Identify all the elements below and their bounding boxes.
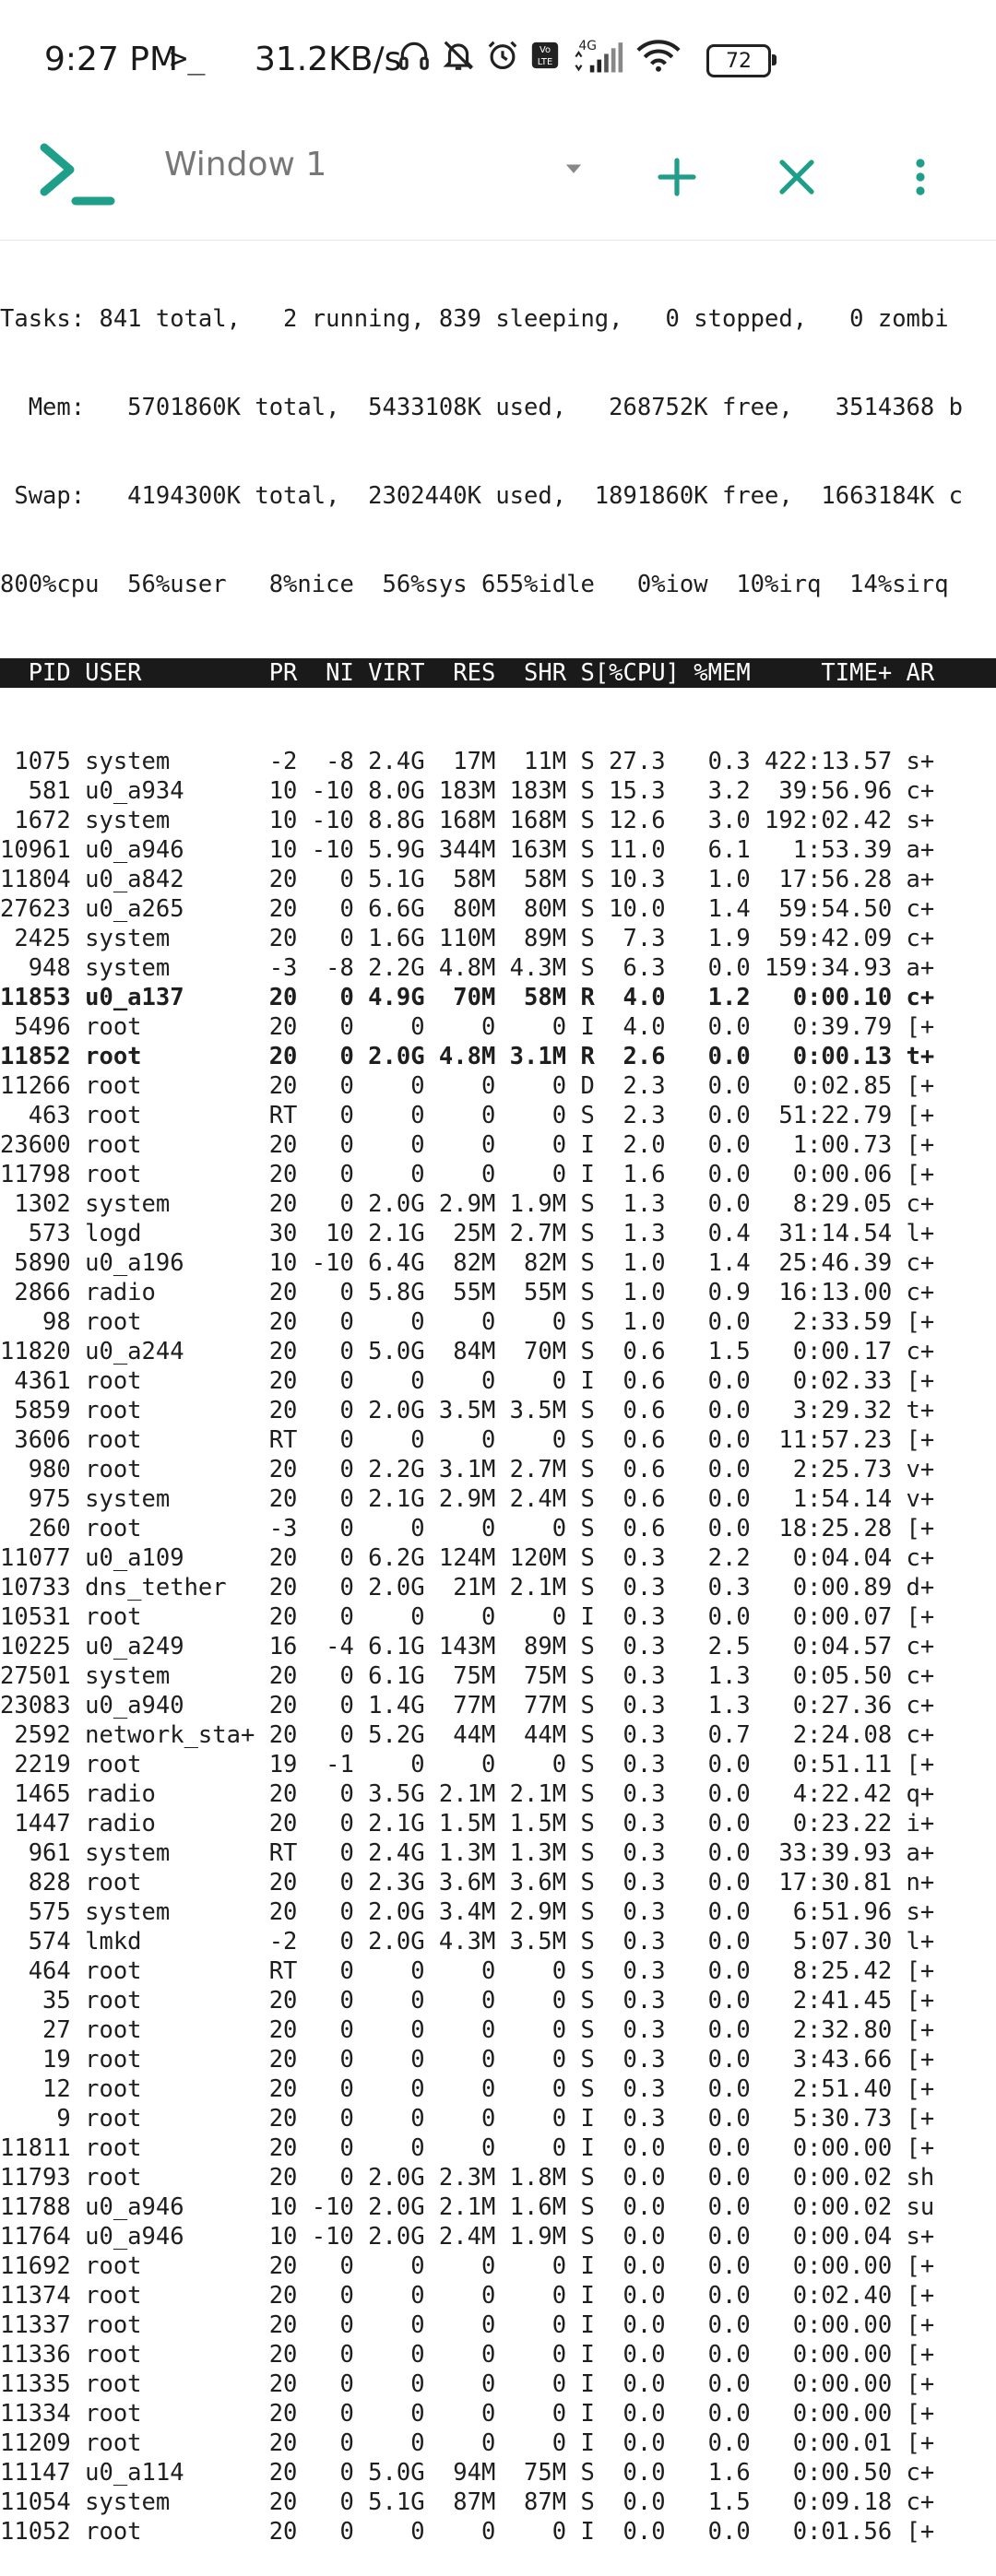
process-row: 11374 root 20 0 0 0 0 I 0.0 0.0 0:02.40 [+ [0,2282,935,2310]
process-row: 975 system 20 0 2.1G 2.9M 2.4M S 0.6 0.0 1:54.14 v+ [0,1485,935,1513]
process-row: 11764 u0_a946 10 -10 2.0G 2.4M 1.9M S 0.0 0.0 0:00.04 s+ [0,2223,935,2251]
more-vert-icon [898,155,943,203]
process-row: 2425 system 20 0 1.6G 110M 89M S 7.3 1.9 59:42.09 c+ [0,925,935,952]
process-row: 463 root RT 0 0 0 0 S 2.3 0.0 51:22.79 [+ [0,1102,935,1129]
process-row: 573 logd 30 10 2.1G 25M 2.7M S 1.3 0.4 31:14.54 l+ [0,1220,935,1247]
terminal-logo-icon [37,135,120,221]
process-row: 2592 network_sta+ 20 0 5.2G 44M 44M S 0.3 0.7 2:24.08 c+ [0,1721,935,1749]
process-row: 11788 u0_a946 10 -10 2.0G 2.1M 1.6M S 0.0 0.0 0:00.02 su [0,2193,935,2221]
svg-text:4G: 4G [578,38,597,53]
process-row: 10733 dns_tether 20 0 2.0G 21M 2.1M S 0.3 0.3 0:00.89 d+ [0,1574,935,1601]
process-row: 1465 radio 20 0 3.5G 2.1M 2.1M S 0.3 0.0 4:22.42 q+ [0,1780,935,1808]
status-time: 9:27 PM [44,41,179,78]
process-row: 10961 u0_a946 10 -10 5.9G 344M 163M S 11.0 6.1 1:53.39 a+ [0,836,935,864]
process-row: 828 root 20 0 2.3G 3.6M 3.6M S 0.3 0.0 17:30.81 n+ [0,1869,935,1897]
process-row: 3606 root RT 0 0 0 0 S 0.6 0.0 11:57.23 [+ [0,1426,935,1454]
process-row: 2866 radio 20 0 5.8G 55M 55M S 1.0 0.9 16:13.00 c+ [0,1279,935,1306]
process-row: 961 system RT 0 2.4G 1.3M 1.3M S 0.3 0.0 33:39.93 a+ [0,1839,935,1867]
battery-level: 72 [726,49,752,73]
process-row: 11266 root 20 0 0 0 0 D 2.3 0.0 0:02.85 [+ [0,1072,935,1100]
process-row: 464 root RT 0 0 0 0 S 0.3 0.0 8:25.42 [+ [0,1957,935,1985]
process-row: 27 root 20 0 0 0 0 S 0.3 0.0 2:32.80 [+ [0,2016,935,2044]
headphones-icon [397,38,432,73]
process-row: 11054 system 20 0 5.1G 87M 87M S 0.0 1.5 0:09.18 c+ [0,2488,935,2516]
window-selector[interactable]: Window 1 [164,146,327,183]
process-table-header: PID USER PR NI VIRT RES SHR S[%CPU] %MEM TIME+ AR [0,658,996,688]
process-row: 98 root 20 0 0 0 0 S 1.0 0.0 2:33.59 [+ [0,1308,935,1336]
process-row: 11337 root 20 0 0 0 0 I 0.0 0.0 0:00.00 [+ [0,2311,935,2339]
status-icons [397,37,681,74]
process-row: 23083 u0_a940 20 0 1.4G 77M 77M S 0.3 1.3 0:27.36 c+ [0,1692,935,1719]
bell-off-icon [441,38,476,73]
wifi-icon [636,38,681,73]
process-row: 11811 root 20 0 0 0 0 I 0.0 0.0 0:00.00 [+ [0,2134,935,2162]
process-row: 574 lmkd -2 0 2.0G 4.3M 3.5M S 0.3 0.0 5:07.30 l+ [0,1928,935,1956]
close-icon [775,155,819,203]
more-options-button[interactable] [876,135,965,223]
process-row: 11820 u0_a244 20 0 5.0G 84M 70M S 0.6 1.5 0:00.17 c+ [0,1338,935,1365]
terminal-output[interactable] [0,245,996,2546]
process-row: 19 root 20 0 0 0 0 S 0.3 0.0 3:43.66 [+ [0,2046,935,2074]
process-row: 5890 u0_a196 10 -10 6.4G 82M 82M S 1.0 1.4 25:46.39 c+ [0,1249,935,1277]
app-toolbar [0,118,996,241]
process-row: 260 root -3 0 0 0 0 S 0.6 0.0 18:25.28 [+ [0,1515,935,1542]
process-row: 23600 root 20 0 0 0 0 I 2.0 0.0 1:00.73 [+ [0,1131,935,1159]
process-row: 4361 root 20 0 0 0 0 I 0.6 0.0 0:02.33 [+ [0,1367,935,1395]
add-icon [655,155,699,203]
process-row: 5859 root 20 0 2.0G 3.5M 3.5M S 0.6 0.0 3:29.32 t+ [0,1397,935,1424]
process-row: 11209 root 20 0 0 0 0 I 0.0 0.0 0:00.01 [+ [0,2429,935,2457]
process-row: 27623 u0_a265 20 0 6.6G 80M 80M S 10.0 1.4 59:54.50 c+ [0,895,935,923]
process-row: 11692 root 20 0 0 0 0 I 0.0 0.0 0:00.00 [+ [0,2252,935,2280]
summary-tasks: Tasks: 841 total, 2 running, 839 sleeping, 0 stopped, 0 zombi [0,305,949,333]
process-row: 10225 u0_a249 16 -4 6.1G 143M 89M S 0.3 2.5 0:04.57 c+ [0,1633,935,1660]
process-row: 11852 root 20 0 2.0G 4.8M 3.1M R 2.6 0.0 0:00.13 t+ [0,1043,935,1070]
battery-icon [706,44,771,77]
process-row: 11804 u0_a842 20 0 5.1G 58M 58M S 10.3 1.0 17:56.28 a+ [0,866,935,893]
summary-swap: Swap: 4194300K total, 2302440K used, 1891860K free, 1663184K c [0,482,963,510]
process-row: 1302 system 20 0 2.0G 2.9M 1.9M S 1.3 0.0 8:29.05 c+ [0,1190,935,1218]
dropdown-caret-icon[interactable] [561,155,587,184]
network-speed: 31.2KB/s [255,41,402,78]
alarm-icon [485,38,520,73]
process-row: 12 root 20 0 0 0 0 S 0.3 0.0 2:51.40 [+ [0,2075,935,2103]
summary-mem: Mem: 5701860K total, 5433108K used, 268752K free, 3514368 b [0,394,963,421]
process-row: 948 system -3 -8 2.2G 4.8M 4.3M S 6.3 0.0 159:34.93 a+ [0,954,935,982]
close-window-button[interactable] [753,135,841,223]
process-row: 10531 root 20 0 0 0 0 I 0.3 0.0 0:00.07 [+ [0,1603,935,1631]
process-row: 27501 system 20 0 6.1G 75M 75M S 0.3 1.3 0:05.50 c+ [0,1662,935,1690]
process-row: 11335 root 20 0 0 0 0 I 0.0 0.0 0:00.00 [+ [0,2370,935,2398]
process-row: 35 root 20 0 0 0 0 S 0.3 0.0 2:41.45 [+ [0,1987,935,2015]
volte-icon [529,40,561,71]
summary-cpu: 800%cpu 56%user 8%nice 56%sys 655%idle 0%iow 10%irq 14%sirq [0,571,949,598]
process-row: 11336 root 20 0 0 0 0 I 0.0 0.0 0:00.00 [+ [0,2341,935,2369]
process-row: 11077 u0_a109 20 0 6.2G 124M 120M S 0.3 2.2 0:04.04 c+ [0,1544,935,1572]
process-row: 1075 system -2 -8 2.4G 17M 11M S 27.3 0.3 422:13.57 s+ [0,748,935,775]
process-row: 11798 root 20 0 0 0 0 I 1.6 0.0 0:00.06 [+ [0,1161,935,1188]
terminal-notification-icon: >_ [170,41,206,76]
add-window-button[interactable] [633,135,721,223]
process-row: 2219 root 19 -1 0 0 0 S 0.3 0.0 0:51.11 [+ [0,1751,935,1778]
process-row: 11853 u0_a137 20 0 4.9G 70M 58M R 4.0 1.2 0:00.10 c+ [0,984,935,1011]
svg-text:Vo: Vo [539,45,551,56]
process-row: 581 u0_a934 10 -10 8.0G 183M 183M S 15.3 3.2 39:56.96 c+ [0,777,935,805]
status-bar [0,0,996,118]
process-row: 5496 root 20 0 0 0 0 I 4.0 0.0 0:39.79 [+ [0,1013,935,1041]
process-row: 1447 radio 20 0 2.1G 1.5M 1.5M S 0.3 0.0 0:23.22 i+ [0,1810,935,1837]
process-list [0,747,996,2546]
signal-icon [570,37,627,74]
process-row: 11334 root 20 0 0 0 0 I 0.0 0.0 0:00.00 [+ [0,2400,935,2428]
process-row: 9 root 20 0 0 0 0 I 0.3 0.0 5:30.73 [+ [0,2105,935,2133]
process-row: 11052 root 20 0 0 0 0 I 0.0 0.0 0:01.56 [+ [0,2518,935,2546]
process-row: 11793 root 20 0 2.0G 2.3M 1.8M S 0.0 0.0 0:00.02 sh [0,2164,935,2192]
process-row: 575 system 20 0 2.0G 3.4M 2.9M S 0.3 0.0 6:51.96 s+ [0,1898,935,1926]
svg-text:LTE: LTE [537,56,553,67]
process-row: 11147 u0_a114 20 0 5.0G 94M 75M S 0.0 1.6 0:00.50 c+ [0,2459,935,2487]
process-row: 980 root 20 0 2.2G 3.1M 2.7M S 0.6 0.0 2:25.73 v+ [0,1456,935,1483]
process-row: 1672 system 10 -10 8.8G 168M 168M S 12.6 3.0 192:02.42 s+ [0,807,935,834]
